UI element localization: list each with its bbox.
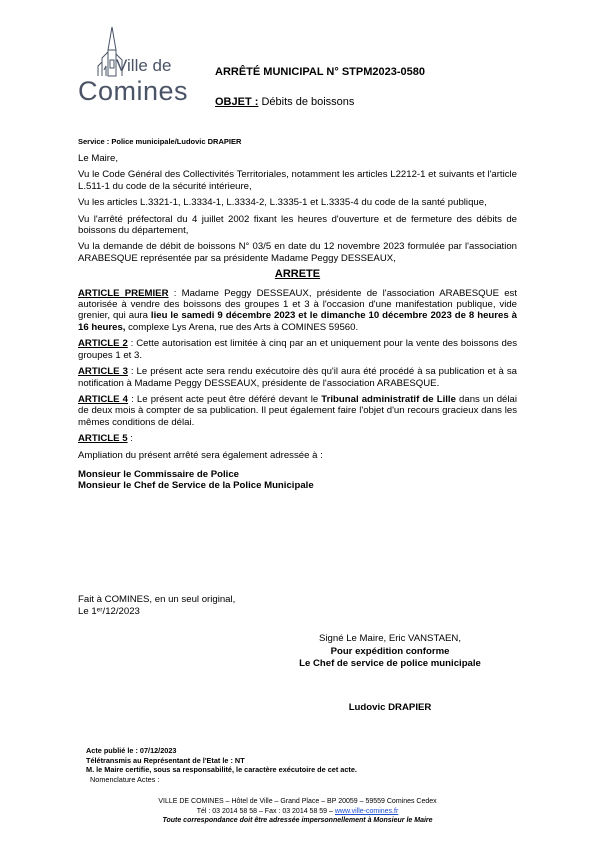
document-body <box>78 153 517 492</box>
recipient-chef-police: Monsieur le Chef de Service de la Police Municipale <box>78 480 314 492</box>
chef-service: Le Chef de service de police municipale <box>299 658 481 669</box>
signature-block <box>280 633 500 671</box>
article-premier-text: : Madame Peggy DESSEAUX, présidente de l'association ARABESQUE est autorisée à vendre des boissons des groupes 1 et 3 à l'occasion d'une manifestation publique, vide grenier, qui aura <box>78 287 517 322</box>
signatory-name: Ludovic DRAPIER <box>348 702 432 713</box>
article-3-label: ARTICLE 3 <box>78 366 128 378</box>
article-3-text: : Le présent acte sera rendu exécutoire dès qu'il aura été procédé à sa publication et à sa notification à Madame Peggy DESSEAUX, présidente de l'association ARABESQUE. <box>78 366 517 389</box>
fait-a-comines <box>78 594 235 618</box>
footer <box>78 797 517 826</box>
fait-line: Fait à COMINES, en un seul original, <box>78 594 236 605</box>
acte-publie: Acte publié le : 07/12/2023 <box>86 746 177 755</box>
article-3 <box>78 366 517 389</box>
acte-certifie: M. le Maire certifie, sous sa responsabilité, le caractère exécutoire de cet acte. <box>86 765 357 775</box>
vu-cgct: Vu le Code Général des Collectivités Territoriales, notamment les articles L2212-1 et suivants et l'article L.511-1 du code de la sécurité intérieure, <box>78 169 517 192</box>
article-5-label: ARTICLE 5 <box>78 433 128 445</box>
website-link[interactable]: www.ville-comines.fr <box>334 807 399 815</box>
logo-comines: Comines <box>78 76 189 106</box>
acte-nomenclature: Nomenclature Actes : <box>90 775 160 785</box>
article-4 <box>78 394 517 428</box>
article-2-text: : Cette autorisation est limitée à cinq par an et uniquement pour la vente des boissons des groupes 1 et 3. <box>78 338 518 361</box>
footer-address: VILLE DE COMINES – Hôtel de Ville – Grand Place – BP 20059 – 59559 Comines Cedex <box>158 798 437 805</box>
signe-maire: Signé Le Maire, Eric VANSTAEN, <box>319 633 461 644</box>
vu-arrete-prefectoral: Vu l'arrêté préfectoral du 4 juillet 2002 fixant les heures d'ouverture et de fermeture des débits de boissons du département, <box>78 213 517 237</box>
objet-label: OBJET : <box>215 96 259 108</box>
article-4-label: ARTICLE 4 <box>78 393 129 405</box>
article-2 <box>78 338 517 361</box>
city-logo <box>78 26 196 110</box>
fait-date: Le 1ᵉʳ/12/2023 <box>78 606 140 617</box>
article-premier-label: ARTICLE PREMIER <box>78 287 169 299</box>
article-5-text: : <box>127 433 133 445</box>
arrete-heading: ARRETE <box>274 268 321 281</box>
acte-teletransmis: Télétransmis au Représentant de l'Etat le : NT <box>86 755 245 765</box>
article-5 <box>78 433 517 444</box>
logo-ville-de: Ville de <box>116 56 172 75</box>
objet-text: Débits de boissons <box>258 96 355 108</box>
acte-info <box>86 746 357 785</box>
article-premier <box>78 288 517 334</box>
footer-phone: Tél : 03 2014 58 58 – Fax : 03 2014 58 59 – <box>196 807 335 815</box>
article-4-text: : Le présent acte peut être déféré devant le <box>128 393 322 405</box>
service-line: Service : Police municipale/Ludovic DRAPIER <box>78 137 242 146</box>
article-premier-location: complexe Lys Arena, rue des Arts à COMINES 59560. <box>125 321 359 333</box>
article-premier-dates: lieu le samedi 9 décembre 2023 et le dimanche 10 décembre 2023 de 8 heures à 16 heures, <box>78 310 517 333</box>
le-maire: Le Maire, <box>78 153 118 164</box>
vu-sante-publique: Vu les articles L.3321-1, L.3334-1, L.3334-2, L.3335-1 et L.3335-4 du code de la santé publique, <box>78 197 487 209</box>
article-2-label: ARTICLE 2 <box>78 338 128 350</box>
recipient-commissaire: Monsieur le Commissaire de Police <box>78 468 240 480</box>
article-4-text-end: dans un délai de deux mois à compter de sa publication. Il peut également faire l'objet d'un recours gracieux dans les mêmes conditions de délai. <box>78 393 517 428</box>
footer-notice: Toute correspondance doit être adressée impersonnellement à Monsieur le Maire <box>162 817 433 825</box>
footer-contact <box>78 807 517 817</box>
arrete-title: ARRÊTÉ MUNICIPAL N° STPM2023-0580 <box>215 66 425 78</box>
vu-demande: Vu la demande de débit de boissons N° 03/5 en date du 12 novembre 2023 formulée par l'association ARABESQUE représentée par sa présidente Madame Peggy DESSEAUX, <box>78 241 517 264</box>
expedition-conforme: Pour expédition conforme <box>330 645 450 657</box>
tribunal-name: Tribunal administratif de Lille <box>321 393 456 405</box>
objet-line <box>215 96 354 108</box>
ampliation: Ampliation du présent arrêté sera également adressée à : <box>78 449 323 461</box>
